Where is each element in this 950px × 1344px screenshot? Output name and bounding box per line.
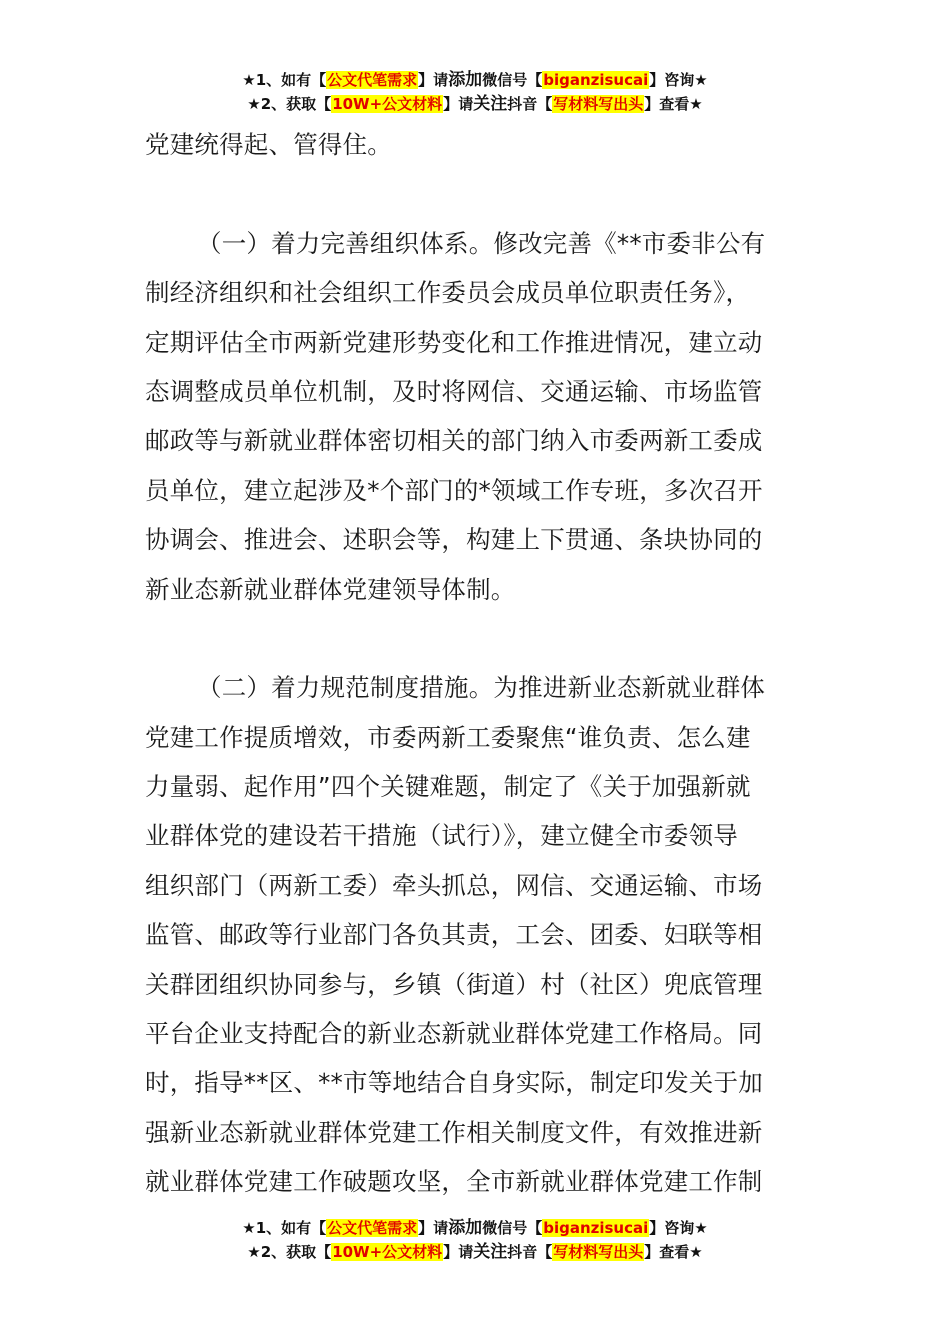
text-line: 新业态新就业群体党建领导体制。 [145, 574, 516, 604]
text-line: 制经济组织和社会组织工作委员会成员单位职责任务》， [145, 278, 751, 308]
banner-line-1: ★1、如有【公文代笔需求】请添加微信号【biganzisucai】咨询★ [242, 70, 708, 90]
banner-highlight-service: 公文代笔需求 [327, 1219, 418, 1237]
header-banner [0, 68, 950, 116]
text-line: 时，指导**区、**市等地结合自身实际，制定印发关于加 [145, 1068, 763, 1098]
banner-highlight-service: 公文代笔需求 [327, 71, 418, 89]
paragraph-gap [145, 169, 807, 218]
text-line: 强新业态新就业群体党建工作相关制度文件，有效推进新 [145, 1117, 763, 1147]
footer-banner [0, 1216, 950, 1264]
text-line: 党建统得起、管得住。 [145, 130, 392, 159]
banner-highlight-douyin: 写材料写出头 [553, 95, 644, 113]
banner-highlight-materials: 10W+公文材料 [332, 95, 443, 113]
banner-highlight-douyin: 写材料写出头 [553, 1243, 644, 1261]
text-line: 邮政等与新就业群体密切相关的部门纳入市委两新工委成 [145, 426, 763, 456]
text-line: 力量弱、起作用”四个关键难题，制定了《关于加强新就 [145, 772, 751, 802]
text-line: 员单位，建立起涉及*个部门的*领域工作专班，多次召开 [145, 475, 763, 505]
document-body [145, 120, 807, 1207]
text-line: 组织部门（两新工委）牵头抓总，网信、交通运输、市场 [145, 870, 763, 900]
banner-highlight-materials: 10W+公文材料 [332, 1243, 443, 1261]
text-line: 定期评估全市两新党建形势变化和工作推进情况，建立动 [145, 327, 763, 357]
banner-line-2: ★2、获取【10W+公文材料】请关注抖音【写材料写出头】查看★ [247, 94, 703, 114]
text-line: 党建工作提质增效，市委两新工委聚焦“谁负责、怎么建 [145, 722, 751, 752]
banner-highlight-wechat: biganzisucai [543, 71, 649, 89]
text-line: 业群体党的建设若干措施（试行）》，建立健全市委领导 [145, 821, 738, 851]
text-line: 平台企业支持配合的新业态新就业群体党建工作格局。同 [145, 1019, 763, 1049]
section-heading-line: （二）着力规范制度措施。为推进新业态新就业群体 [197, 673, 766, 703]
text-line: 监管、邮政等行业部门各负其责，工会、团委、妇联等相 [145, 920, 763, 950]
text-line: 就业群体党建工作破题攻坚，全市新就业群体党建工作制 [145, 1167, 763, 1197]
banner-highlight-wechat: biganzisucai [543, 1219, 649, 1237]
text-line: 协调会、推进会、述职会等，构建上下贯通、条块协同的 [145, 525, 763, 555]
section-heading-line: （一）着力完善组织体系。修改完善《**市委非公有 [197, 228, 766, 258]
paragraph-gap [145, 614, 807, 663]
banner-line-1: ★1、如有【公文代笔需求】请添加微信号【biganzisucai】咨询★ [242, 1218, 708, 1238]
text-line: 关群团组织协同参与，乡镇（街道）村（社区）兜底管理 [145, 969, 763, 999]
banner-line-2: ★2、获取【10W+公文材料】请关注抖音【写材料写出头】查看★ [247, 1242, 703, 1262]
text-line: 态调整成员单位机制，及时将网信、交通运输、市场监管 [145, 376, 763, 406]
